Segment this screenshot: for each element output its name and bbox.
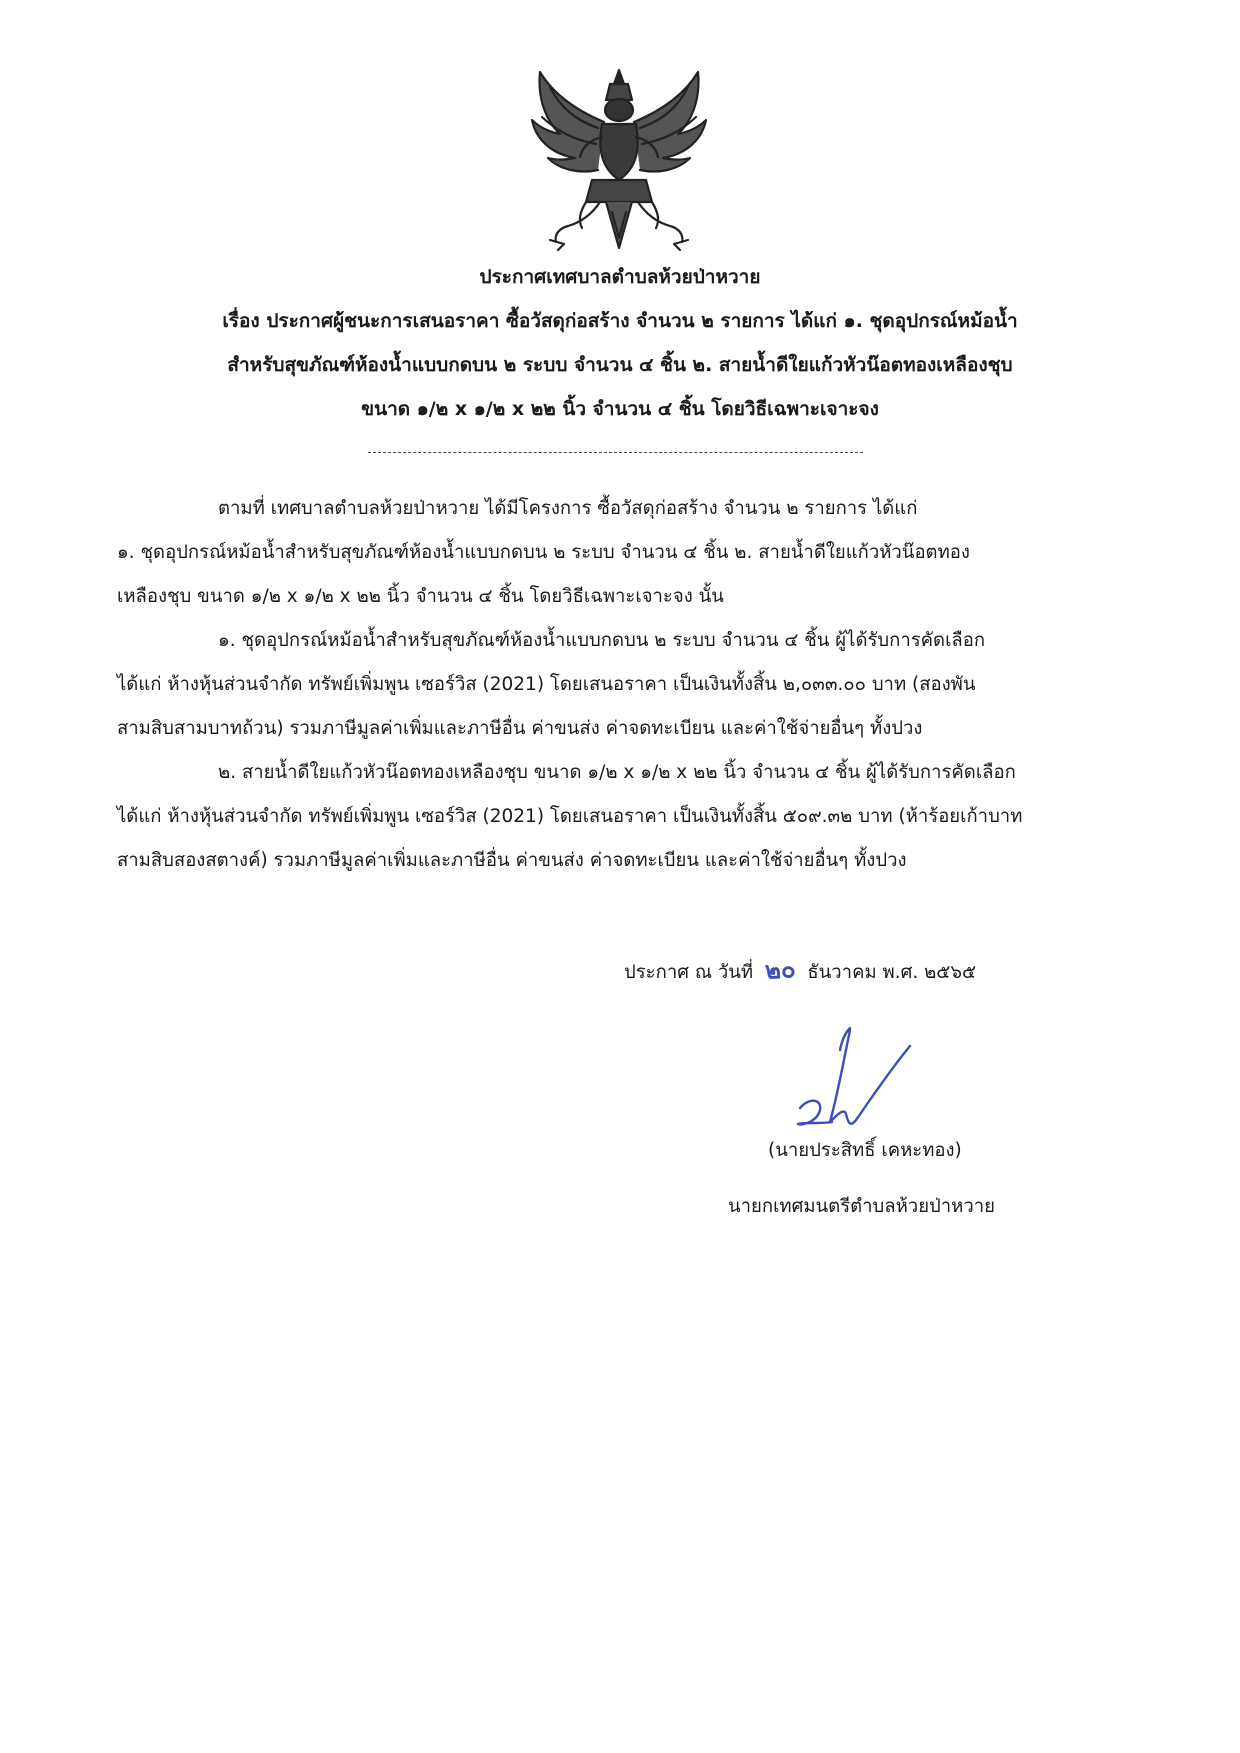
body-line-3: เหลืองชุบ ขนาด ๑/๒ x ๑/๒ x ๒๒ นิ้ว จำนวน ๔ ชิ้น โดยวิธีเฉพาะเจาะจง นั้น <box>117 586 724 607</box>
garuda-emblem-icon <box>520 62 718 252</box>
item-2-line-3: สามสิบสองสตางค์) รวมภาษีมูลค่าเพิ่มและภาษีอื่น ค่าขนส่ง ค่าจดทะเบียน และค่าใช้จ่ายอื่นๆ ทั้งปวง <box>117 850 907 871</box>
item-1-line-2: ได้แก่ ห้างหุ้นส่วนจำกัด ทรัพย์เพิ่มพูน เซอร์วิส (2021) โดยเสนอราคา เป็นเงินทั้งสิ้น ๒,๐๓๓.๐๐ บาท (สองพัน <box>117 674 976 695</box>
announcement-title: ประกาศเทศบาลตำบลห้วยป่าหวาย <box>479 266 761 288</box>
item-1-line-1: ๑. ชุดอุปกรณ์หม้อน้ำสำหรับสุขภัณฑ์ห้องน้ำแบบกดบน ๒ ระบบ จำนวน ๔ ชิ้น ผู้ได้รับการคัดเลือก <box>218 630 986 651</box>
subject-line-3: ขนาด ๑/๒ x ๑/๒ x ๒๒ นิ้ว จำนวน ๔ ชิ้น โดยวิธีเฉพาะเจาะจง <box>361 398 879 420</box>
body-line-1: ตามที่ เทศบาลตำบลห้วยป่าหวาย ได้มีโครงการ ซื้อวัสดุก่อสร้าง จำนวน ๒ รายการ ได้แก่ <box>218 498 918 519</box>
date-suffix: ธันวาคม พ.ศ. ๒๕๖๕ <box>807 962 977 983</box>
announcement-date <box>624 950 976 989</box>
subject-line-1: เรื่อง ประกาศผู้ชนะการเสนอราคา ซื้อวัสดุก่อสร้าง จำนวน ๒ รายการ ได้แก่ ๑. ชุดอุปกรณ์หม้อน้ำ <box>222 310 1018 332</box>
item-2-line-2: ได้แก่ ห้างหุ้นส่วนจำกัด ทรัพย์เพิ่มพูน เซอร์วิส (2021) โดยเสนอราคา เป็นเงินทั้งสิ้น ๕๐๙.๓๒ บาท (ห้าร้อยเก้าบาท <box>117 806 1023 827</box>
item-2-line-1: ๒. สายน้ำดีใยแก้วหัวน๊อตทองเหลืองชุบ ขนาด ๑/๒ x ๑/๒ x ๒๒ นิ้ว จำนวน ๔ ชิ้น ผู้ได้รับการคัดเลือก <box>218 762 1016 783</box>
handwritten-signature-icon <box>780 1010 930 1140</box>
subject-line-2: สำหรับสุขภัณฑ์ห้องน้ำแบบกดบน ๒ ระบบ จำนวน ๔ ชิ้น ๒. สายน้ำดีใยแก้วหัวน๊อตทองเหลืองชุบ <box>227 354 1013 376</box>
separator-line <box>368 452 863 453</box>
date-day-handwritten: ๒๐ <box>764 954 797 986</box>
item-1-line-3: สามสิบสามบาทถ้วน) รวมภาษีมูลค่าเพิ่มและภาษีอื่น ค่าขนส่ง ค่าจดทะเบียน และค่าใช้จ่ายอื่นๆ ทั้งปวง <box>117 718 923 739</box>
body-line-2: ๑. ชุดอุปกรณ์หม้อน้ำสำหรับสุขภัณฑ์ห้องน้ำแบบกดบน ๒ ระบบ จำนวน ๔ ชิ้น ๒. สายน้ำดีใยแก้วหัวน๊อตทอง <box>117 542 970 563</box>
signer-title: นายกเทศมนตรีตำบลห้วยป่าหวาย <box>728 1196 995 1217</box>
date-prefix: ประกาศ ณ วันที่ <box>624 962 754 983</box>
signer-name: (นายประสิทธิ์ เคหะทอง) <box>768 1140 962 1161</box>
